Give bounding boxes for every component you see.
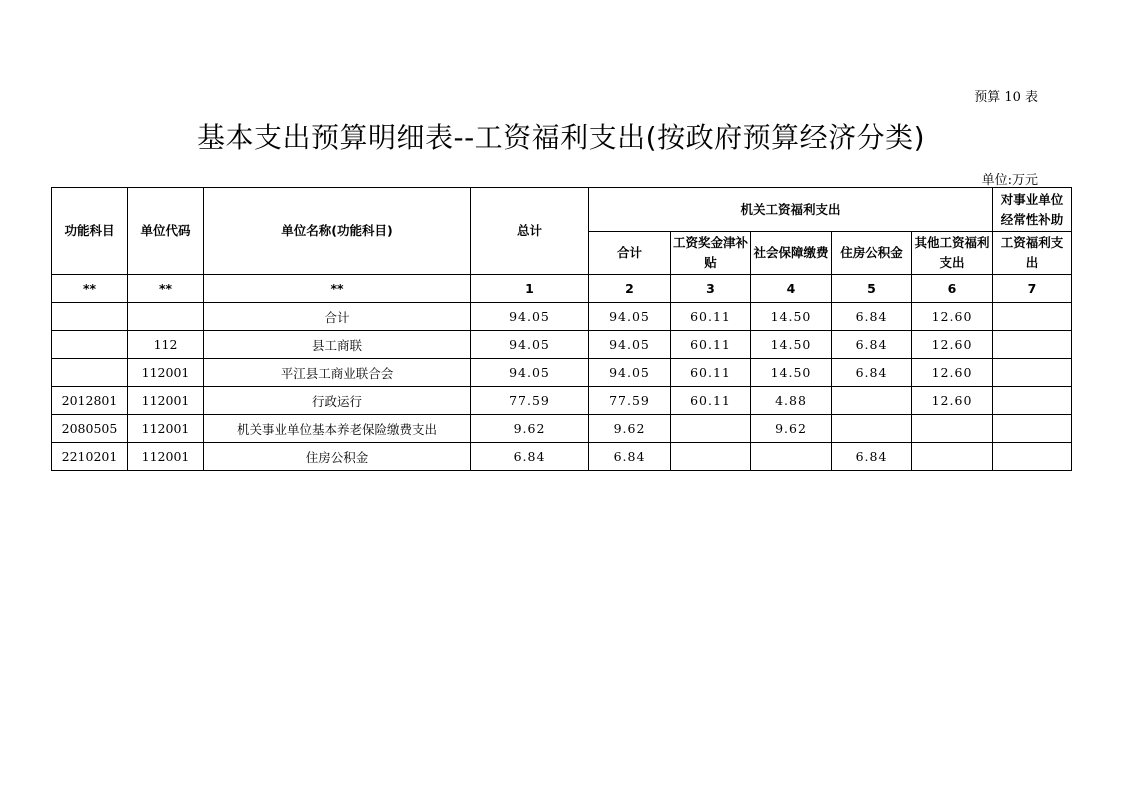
cell-total: 94.05 [471,331,589,359]
cell-housing: 6.84 [832,443,912,471]
cell-unit-code: 112001 [128,415,204,443]
cell-salary [671,415,751,443]
table-row [52,359,1072,387]
cell-inst-salary [993,303,1072,331]
cell-heji: 6.84 [589,443,671,471]
cell-housing: 6.84 [832,303,912,331]
cell-unit-code: 112 [128,331,204,359]
cell-inst-salary [993,331,1072,359]
cell-total: 94.05 [471,359,589,387]
index-cell: ** [204,275,471,303]
cell-salary [671,443,751,471]
cell-inst-salary [993,359,1072,387]
cell-func-subject [52,331,128,359]
budget-table [51,187,1072,471]
index-cell: ** [128,275,204,303]
cell-housing: 6.84 [832,331,912,359]
cell-inst-salary [993,415,1072,443]
cell-unit-name: 住房公积金 [204,443,471,471]
header-row-1 [52,188,1072,232]
index-cell: 2 [589,275,671,303]
cell-heji: 94.05 [589,359,671,387]
cell-total: 77.59 [471,387,589,415]
header-total: 总计 [471,188,589,275]
cell-housing [832,387,912,415]
header-unit-code: 单位代码 [128,188,204,275]
cell-other: 12.60 [912,303,993,331]
index-cell: 1 [471,275,589,303]
header-group-inst: 对事业单位经常性补助 [993,188,1072,232]
cell-social: 9.62 [751,415,832,443]
cell-other [912,415,993,443]
table-row [52,443,1072,471]
index-cell: 6 [912,275,993,303]
cell-unit-code: 112001 [128,359,204,387]
cell-unit-name: 平江县工商业联合会 [204,359,471,387]
cell-unit-code: 112001 [128,443,204,471]
cell-social [751,443,832,471]
index-row [52,275,1072,303]
cell-func-subject [52,359,128,387]
index-cell: 4 [751,275,832,303]
form-number: 预算 10 表 [974,90,1038,105]
cell-total: 9.62 [471,415,589,443]
cell-social: 14.50 [751,303,832,331]
cell-heji: 9.62 [589,415,671,443]
cell-total: 94.05 [471,303,589,331]
cell-heji: 77.59 [589,387,671,415]
index-cell: 3 [671,275,751,303]
cell-func-subject: 2210201 [52,443,128,471]
cell-total: 6.84 [471,443,589,471]
cell-func-subject [52,303,128,331]
header-sub-other: 其他工资福利支出 [912,232,993,275]
cell-salary: 60.11 [671,331,751,359]
header-sub-inst-salary: 工资福利支出 [993,232,1072,275]
header-sub-social: 社会保障缴费 [751,232,832,275]
cell-unit-name: 行政运行 [204,387,471,415]
cell-other [912,443,993,471]
page-title: 基本支出预算明细表--工资福利支出(按政府预算经济分类) [196,121,926,154]
cell-salary: 60.11 [671,359,751,387]
cell-housing [832,415,912,443]
cell-other: 12.60 [912,387,993,415]
cell-heji: 94.05 [589,303,671,331]
index-cell: 5 [832,275,912,303]
cell-other: 12.60 [912,359,993,387]
table-row [52,303,1072,331]
cell-social: 14.50 [751,331,832,359]
table-row [52,331,1072,359]
table-row [52,415,1072,443]
cell-unit-code [128,303,204,331]
cell-func-subject: 2080505 [52,415,128,443]
cell-other: 12.60 [912,331,993,359]
cell-housing: 6.84 [832,359,912,387]
cell-unit-name: 合计 [204,303,471,331]
cell-unit-code: 112001 [128,387,204,415]
cell-salary: 60.11 [671,303,751,331]
index-cell: 7 [993,275,1072,303]
cell-social: 4.88 [751,387,832,415]
header-unit-name: 单位名称(功能科目) [204,188,471,275]
cell-unit-name: 机关事业单位基本养老保险缴费支出 [204,415,471,443]
cell-salary: 60.11 [671,387,751,415]
header-sub-heji: 合计 [589,232,671,275]
unit-label: 单位:万元 [981,173,1038,188]
index-cell: ** [52,275,128,303]
cell-func-subject: 2012801 [52,387,128,415]
table-row [52,387,1072,415]
cell-inst-salary [993,443,1072,471]
header-group-org: 机关工资福利支出 [589,188,993,232]
header-func-subject: 功能科目 [52,188,128,275]
cell-inst-salary [993,387,1072,415]
header-sub-housing: 住房公积金 [832,232,912,275]
header-sub-salary: 工资奖金津补贴 [671,232,751,275]
cell-heji: 94.05 [589,331,671,359]
cell-social: 14.50 [751,359,832,387]
cell-unit-name: 县工商联 [204,331,471,359]
